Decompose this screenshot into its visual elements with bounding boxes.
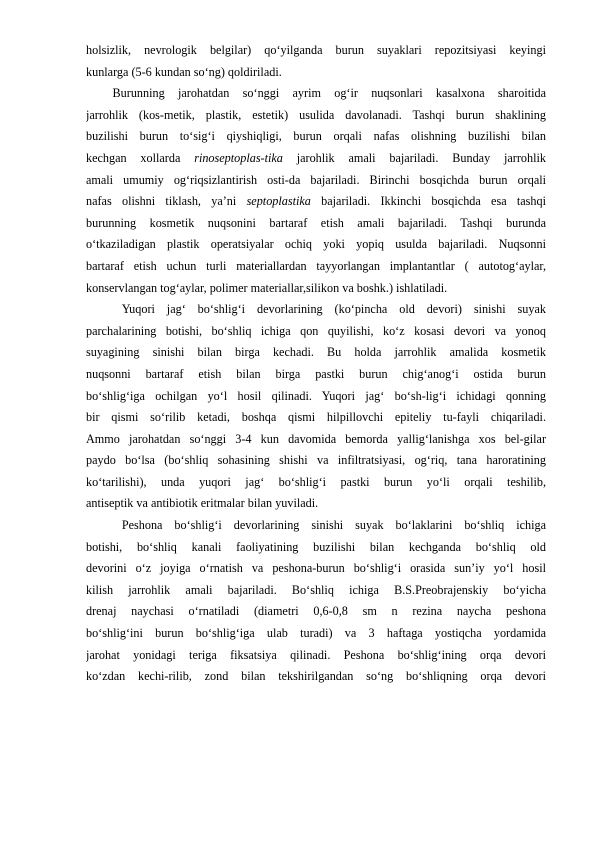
text-line: konservlangan tog‘aylar, polimer materiallar,silikon va boshk.) ishlatiladi.	[86, 280, 448, 295]
text-line: Burunning jarohatdan so‘nggi ayrim og‘ir nuqsonlari kasalxona sharoitida	[86, 86, 546, 101]
paragraph	[86, 40, 546, 83]
text-segment: kechgan xollarda	[86, 150, 195, 165]
text-line: ko‘tarilishi), unda yuqori jag‘ bo‘shlig‘i pastki burun yo‘li orqali teshilib,	[86, 474, 546, 489]
text-line: parchalarining botishi, bo‘shliq ichiga qon quyilishi, ko‘z kosasi devori va yonoq	[86, 323, 546, 338]
text-line: drenaj naychasi o‘rnatiladi (diametri 0,6-0,8 sm n rezina naycha peshona	[86, 604, 546, 619]
text-segment: bajariladi. Ikkinchi bosqichda esa tashqi	[310, 194, 546, 209]
paragraph	[86, 515, 546, 688]
text-line: jarrohlik (kos-metik, plastik, estetik) usulida davolanadi. Tashqi burun shaklining	[86, 107, 546, 122]
paragraph	[86, 299, 546, 515]
paragraph	[86, 83, 546, 299]
text-line: bo‘shlig‘ini burun bo‘shlig‘iga ulab turadi) va 3 haftaga yostiqcha yordamida	[86, 626, 546, 641]
text-line: paydo bo‘lsa (bo‘shliq sohasining shishi va infiltratsiyasi, og‘riq, tana haroratining	[86, 453, 546, 468]
text-line: nuqsonni bartaraf etish bilan birga pastki burun chig‘anog‘i ostida burun	[86, 366, 546, 381]
document-page	[86, 40, 546, 688]
text-line: bir qismi so‘rilib ketadi, boshqa qismi hilpillovchi epiteliy tu-fayli chiqariladi.	[86, 410, 546, 425]
text-line: ko‘zdan kechi-rilib, zond bilan tekshirilgandan so‘ng bo‘shliqning orqa devori	[86, 669, 546, 684]
text-line: bo‘shlig‘iga ochilgan yo‘l hosil qilinadi. Yuqori jag‘ bo‘sh-lig‘i ichidagi qonning	[86, 388, 546, 403]
text-line: Yuqori jag‘ bo‘shlig‘i devorlarining (ko‘pincha old devori) sinishi suyak	[86, 302, 546, 317]
text-line: amali umumiy og‘riqsizlantirish osti-da bajariladi. Birinchi bosqichda burun orqali	[86, 172, 546, 187]
text-line: kilish jarrohlik amali bajariladi. Bo‘shliq ichiga B.S.Preobrajenskiy bo‘yicha	[86, 582, 546, 597]
text-line: bartaraf etish uchun turli materiallardan tayyorlangan implantantlar ( autotog‘aylar,	[86, 258, 546, 273]
text-line: buzilishi burun to‘sig‘i qiyshiqligi, burun orqali nafas olishning buzilishi bilan	[86, 129, 546, 144]
text-line: botishi, bo‘shliq kanali faoliyatining buzilishi bilan kechganda bo‘shliq old	[86, 539, 546, 554]
text-line	[86, 148, 546, 170]
text-line: jarohat yonidagi teriga fiksatsiya qilinadi. Peshona bo‘shlig‘ining orqa devori	[86, 647, 546, 662]
text-line: kunlarga (5-6 kundan so‘ng) qoldiriladi.	[86, 64, 282, 79]
text-line: burunning kosmetik nuqsonini bartaraf etish amali bajariladi. Tashqi burunda	[86, 215, 546, 230]
text-segment: nafas olishni tiklash, ya’ni	[86, 194, 247, 209]
text-line: o‘tkaziladigan plastik operatsiyalar ochiq yoki yopiq usulda bajariladi. Nuqsonni	[86, 237, 546, 252]
italic-term: rinoseptoplas-tika	[194, 150, 283, 165]
text-line: Peshona bo‘shlig‘i devorlarining sinishi suyak bo‘laklarini bo‘shliq ichiga	[86, 518, 546, 533]
text-line: antiseptik va antibiotik eritmalar bilan yuviladi.	[86, 496, 319, 511]
text-segment: jarohlik amali bajariladi. Bunday jarrohlik	[282, 150, 546, 165]
text-line	[86, 191, 546, 213]
text-line: devorini o‘z joyiga o‘rnatish va peshona-burun bo‘shlig‘i orasida sun’iy yo‘l hosil	[86, 561, 546, 576]
text-line: holsizlik, nevrologik belgilar) qo‘yilganda burun suyaklari repozitsiyasi keyingi	[86, 43, 546, 57]
text-line: suyagining sinishi bilan birga kechadi. Bu holda jarrohlik amalida kosmetik	[86, 345, 546, 360]
italic-term: septoplastika	[246, 194, 311, 209]
text-line: Ammo jarohatdan so‘nggi 3-4 kun davomida bemorda yallig‘lanishga xos bel-gilar	[86, 431, 546, 446]
